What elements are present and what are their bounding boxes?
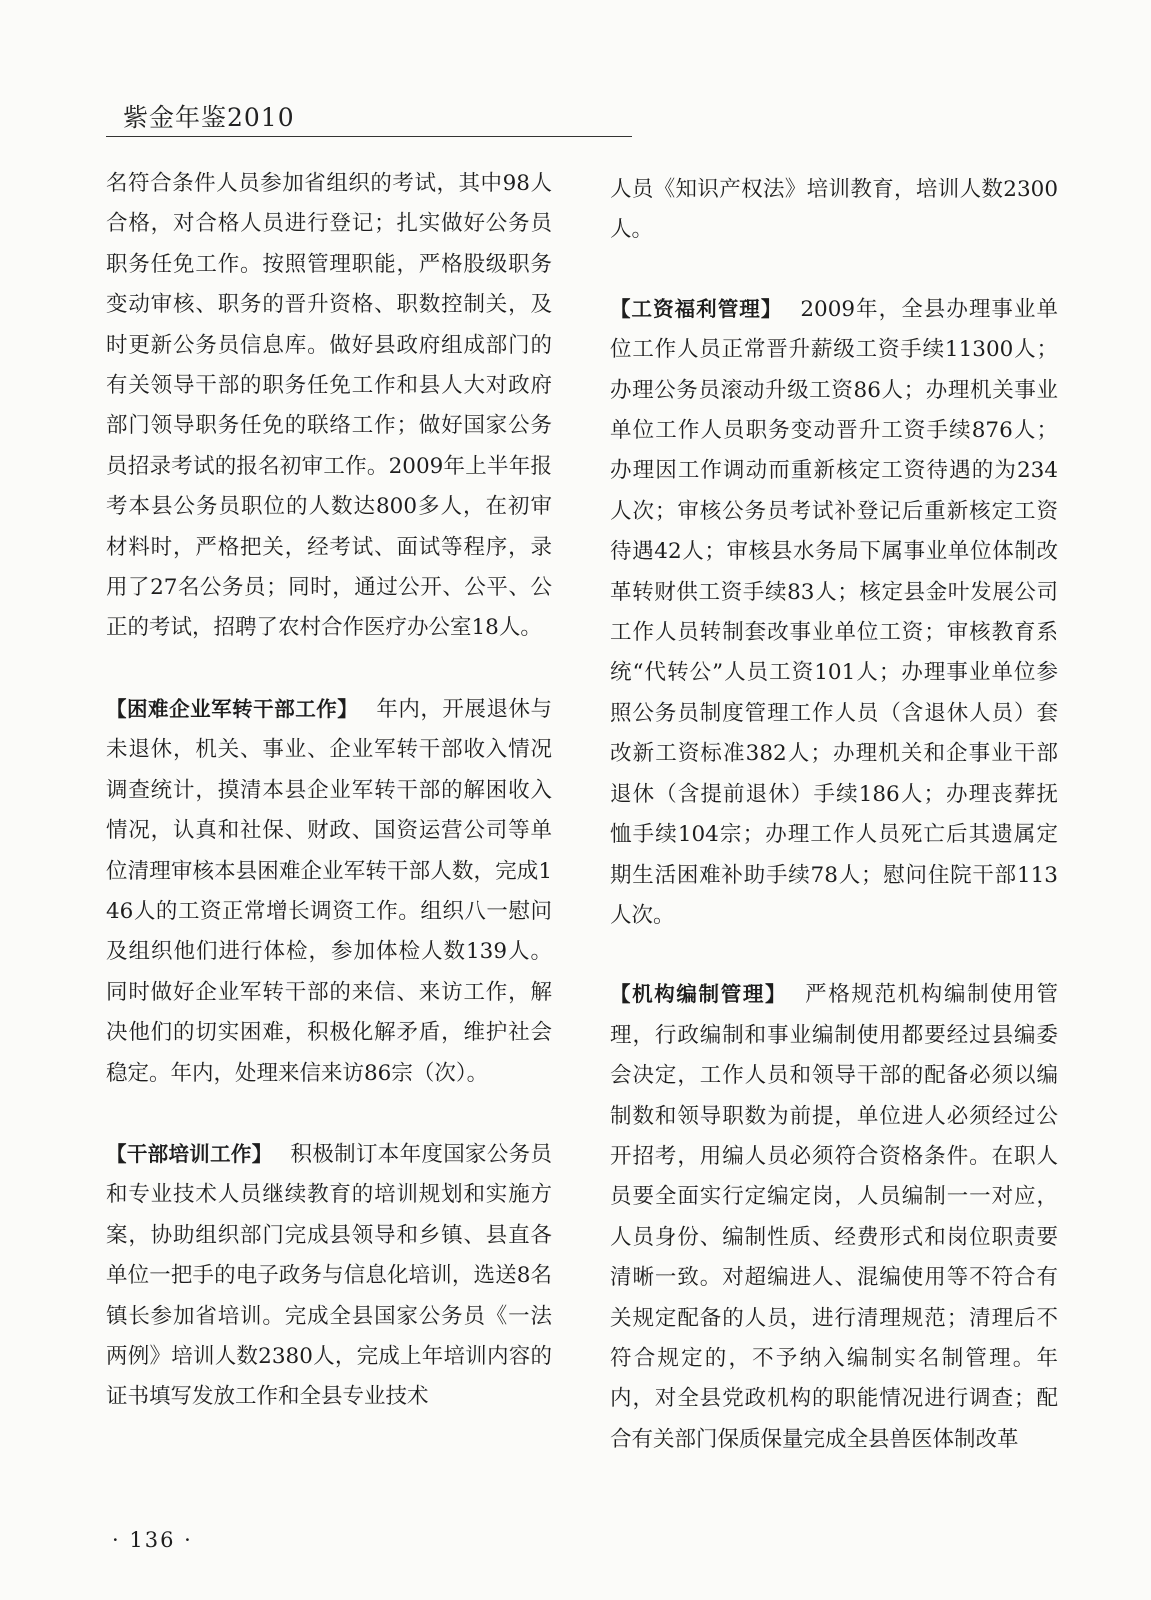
header-divider [106, 136, 632, 137]
continued-paragraph [106, 164, 552, 649]
section-cadre-training [106, 1134, 552, 1418]
section-heading: 【工资福利管理】 [610, 296, 783, 321]
section-salary-welfare [610, 289, 1058, 937]
left-column [106, 164, 552, 1418]
paragraph-text: 人员《知识产权法》培训教育，培训人数2300人。 [610, 177, 1058, 243]
section-heading: 【困难企业军转干部工作】 [106, 696, 359, 721]
right-column [610, 170, 1058, 1460]
paragraph-text: 名符合条件人员参加省组织的考试，其中98人合格，对合格人员进行登记；扎实做好公务员职务任免工作。按照管理职能，严格股级职务变动审核、职务的晋升资格、职数控制关，及时更新公务员信息库。做好县政府组成部门的有关领导干部的职务任免工作和县人大对政府部门领导职务任免的联络工作；做好国家公务员招录考试的报名初审工作。2009年上半年报考本县公务员职位的人数达800多人，在初审材料时，严格把关，经考试、面试等程序，录用了27名公务员；同时，通过公开、公平、公正的考试，招聘了农村合作医疗办公室18人。 [106, 171, 552, 641]
section-text: 2009年，全县办理事业单位工作人员正常晋升薪级工资手续11300人；办理公务员滚动升级工资86人；办理机关事业单位工作人员职务变动晋升工资手续876人；办理因工作调动而重新核定工资待遇的为234人次；审核公务员考试补登记后重新核定工资待遇42人；审核县水务局下属事业单位体制改革转财供工资手续83人；核定县金叶发展公司工作人员转制套改事业单位工资；审核教育系统“代转公”人员工资101人；办理事业单位参照公务员制度管理工作人员（含退休人员）套改新工资标准382人；办理机关和企事业干部退休（含提前退休）手续186人；办理丧葬抚恤手续104宗；办理工作人员死亡后其遗属定期生活困难补助手续78人；慰问住院干部113人次。 [610, 296, 1059, 928]
section-staffing-management [610, 974, 1058, 1460]
section-text: 严格规范机构编制使用管理，行政编制和事业编制使用都要经过县编委会决定，工作人员和领导干部的配备必须以编制数和领导职数为前提，单位进人必须经过公开招考，用编人员必须符合资格条件。在职人员要全面实行定编定岗，人员编制一一对应，人员身份、编制性质、经费形式和岗位职责要清晰一致。对超编进人、混编使用等不符合有关规定配备的人员，进行清理规范；清理后不符合规定的，不予纳入编制实名制管理。年内，对全县党政机构的职能情况进行调查；配合有关部门保质保量完成全县兽医体制改革 [610, 982, 1058, 1452]
section-text: 积极制订本年度国家公务员和专业技术人员继续教育的培训规划和实施方案，协助组织部门完成县领导和乡镇、县直各单位一把手的电子政务与信息化培训，选送8名镇长参加省培训。完成全县国家公务员《一法两例》培训人数2380人，完成上年培训内容的证书填写发放工作和全县专业技术 [106, 1141, 552, 1410]
section-military-cadres [106, 689, 552, 1094]
page-number: · 136 · [112, 1528, 193, 1552]
section-heading: 【机构编制管理】 [610, 982, 788, 1007]
section-text: 年内，开展退休与未退休，机关、事业、企业军转干部收入情况调查统计，摸清本县企业军转干部的解困收入情况，认真和社保、财政、国资运营公司等单位清理审核本县困难企业军转干部人数，完成146人的工资正常增长调资工作。组织八一慰问及组织他们进行体检，参加体检人数139人。同时做好企业军转干部的来信、来访工作，解决他们的切实困难，积极化解矛盾，维护社会稳定。年内，处理来信来访86宗（次）。 [106, 696, 552, 1086]
section-heading: 【干部培训工作】 [106, 1141, 273, 1166]
continued-paragraph [610, 170, 1058, 251]
running-header-title: 紫金年鉴2010 [123, 103, 295, 132]
